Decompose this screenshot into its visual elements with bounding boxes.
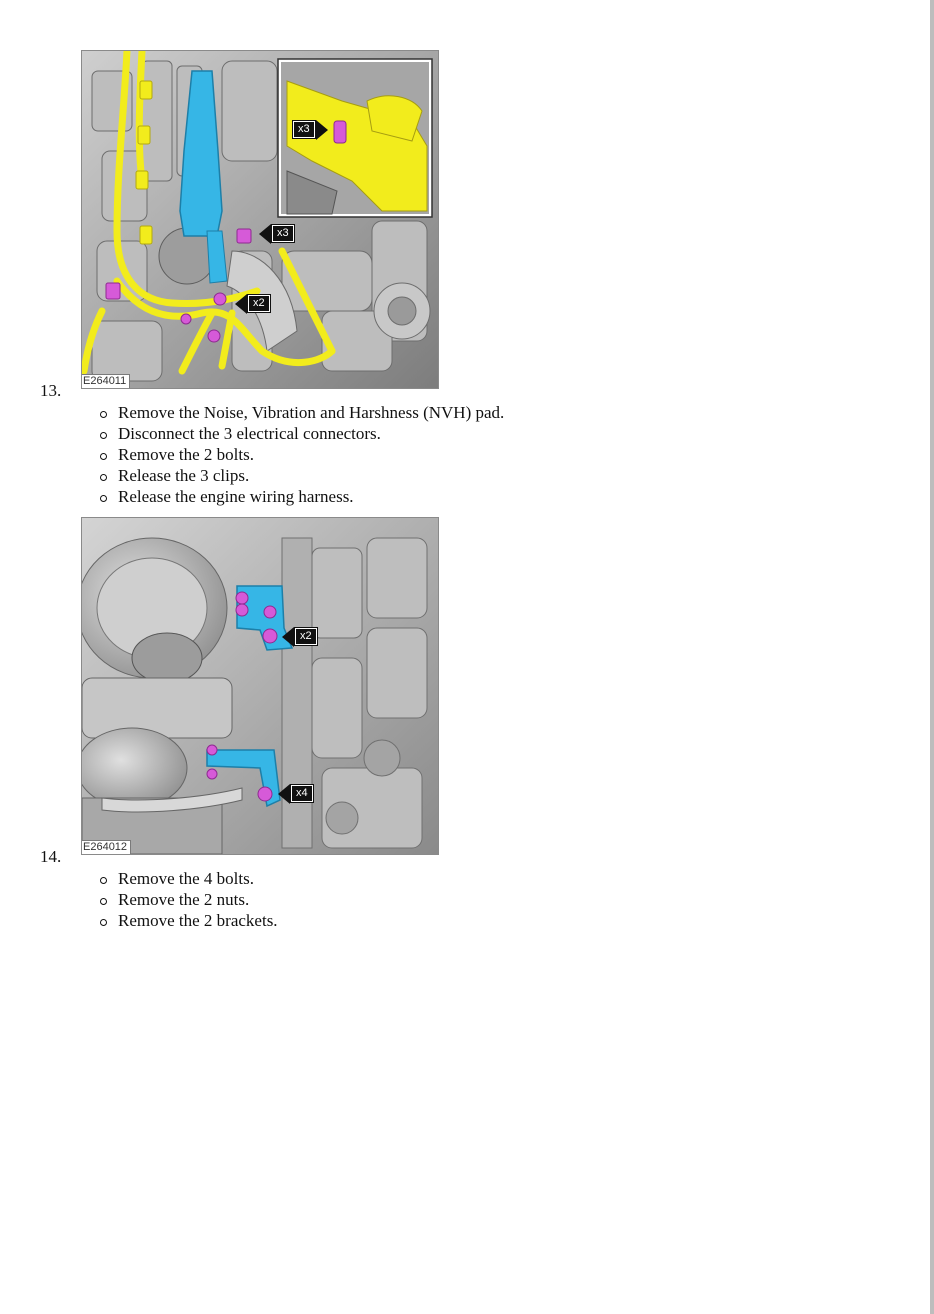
callout-arrow-connectors bbox=[259, 224, 295, 243]
figure-code: E264012 bbox=[82, 840, 131, 854]
callout-label: x3 bbox=[271, 224, 295, 243]
step-number: 13. bbox=[40, 381, 62, 400]
list-item: Release the engine wiring harness. bbox=[96, 486, 504, 507]
list-item: Remove the Noise, Vibration and Harshness (NVH) pad. bbox=[96, 402, 504, 423]
callout-label: x4 bbox=[290, 784, 314, 803]
list-item: Remove the 2 bolts. bbox=[96, 444, 504, 465]
callout-label: x2 bbox=[294, 627, 318, 646]
list-item: Remove the 2 brackets. bbox=[96, 910, 278, 931]
callout-arrow-inset bbox=[292, 120, 328, 139]
step-number: 14. bbox=[40, 847, 62, 866]
callout-arrow-bolts bbox=[235, 294, 271, 313]
arrow-left-icon bbox=[235, 294, 247, 314]
callout-arrow-lower-bracket bbox=[278, 784, 314, 803]
arrow-left-icon bbox=[259, 224, 271, 244]
arrow-left-icon bbox=[282, 627, 294, 647]
instruction-list bbox=[96, 868, 278, 931]
callout-label: x3 bbox=[292, 120, 316, 139]
figure-code: E264011 bbox=[82, 374, 130, 388]
callout-arrow-upper-bracket bbox=[282, 627, 318, 646]
instruction-list bbox=[96, 402, 504, 507]
callout-label: x2 bbox=[247, 294, 271, 313]
list-item: Remove the 4 bolts. bbox=[96, 868, 278, 889]
figure-e264011 bbox=[81, 50, 439, 389]
page-edge bbox=[930, 0, 934, 1314]
engine-harness-illustration bbox=[82, 51, 438, 388]
arrow-left-icon bbox=[278, 784, 290, 804]
list-item: Release the 3 clips. bbox=[96, 465, 504, 486]
list-item: Disconnect the 3 electrical connectors. bbox=[96, 423, 504, 444]
engine-bracket-illustration bbox=[82, 518, 438, 854]
list-item: Remove the 2 nuts. bbox=[96, 889, 278, 910]
arrow-right-icon bbox=[316, 120, 328, 140]
figure-e264012 bbox=[81, 517, 439, 855]
